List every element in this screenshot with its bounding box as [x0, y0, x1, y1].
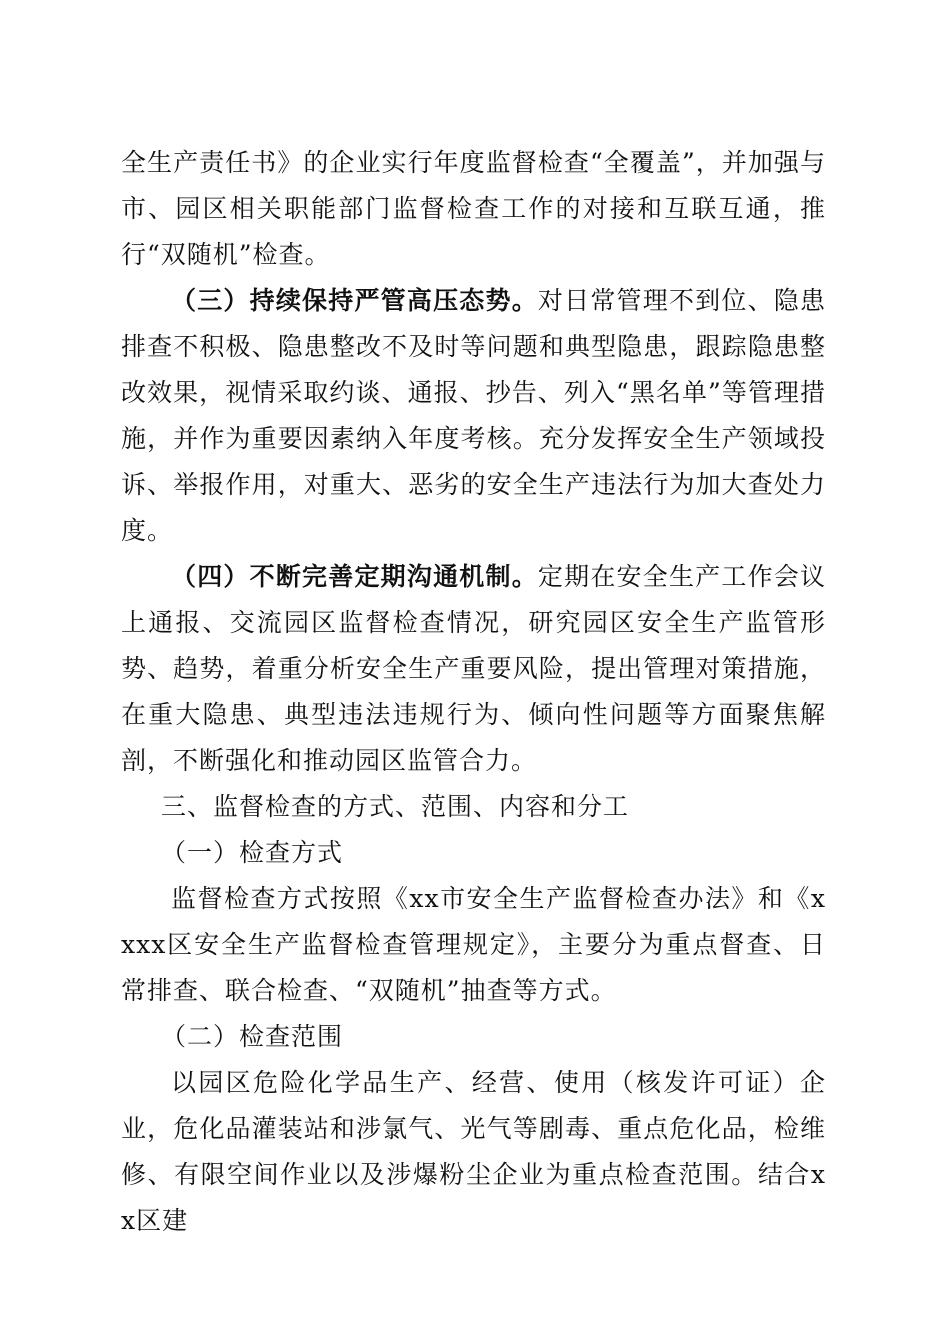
paragraph-lead-heading: （三）持续保持严管高压态势。: [171, 286, 538, 315]
paragraph-text: 监督检查方式按照《xx市安全生产监督检查办法》和《xxxx区安全生产监督检查管理规定》，主要分为重点督查、日常排查、联合检查、“双随机”抽查等方式。: [121, 884, 826, 1005]
paragraph-text: 全生产责任书》的企业实行年度监督检查“全覆盖”，并加强与市、园区相关职能部门监督检查工作的对接和互联互通，推行“双随机”检查。: [121, 148, 826, 269]
paragraph-communication-mechanism: [121, 554, 826, 784]
paragraph-continuation: [121, 140, 826, 278]
document-body: [121, 140, 826, 1244]
section-heading: 三、监督检查的方式、范围、内容和分工: [161, 792, 630, 821]
paragraph-text: 以园区危险化学品生产、经营、使用（核发许可证）企业，危化品灌装站和涉氯气、光气等剧毒、重点危化品，检维修、有限空间作业以及涉爆粉尘企业为重点检查范围。结合xx区建: [121, 1068, 826, 1235]
paragraph-text: 对日常管理不到位、隐患排查不积极、隐患整改不及时等问题和典型隐患，跟踪隐患整改效果，视情采取约谈、通报、抄告、列入“黑名单”等管理措施，并作为重要因素纳入年度考核。充分发挥安全生产领域投诉、举报作用，对重大、恶劣的安全生产违法行为加大查处力度。: [121, 286, 826, 545]
subsection-heading-scope: （二）检查范围: [161, 1022, 344, 1051]
paragraph-strict-supervision: [121, 278, 826, 554]
paragraph-lead-heading: （四）不断完善定期沟通机制。: [171, 562, 538, 591]
subsection-heading-method: （一）检查方式: [161, 838, 344, 867]
paragraph-inspection-method: [121, 876, 826, 1014]
paragraph-inspection-scope: [121, 1060, 826, 1244]
paragraph-text: 定期在安全生产工作会议上通报、交流园区监督检查情况，研究园区安全生产监管形势、趋势，着重分析安全生产重要风险，提出管理对策措施，在重大隐患、典型违法违规行为、倾向性问题等方面聚焦解剖，不断强化和推动园区监管合力。: [121, 562, 826, 775]
